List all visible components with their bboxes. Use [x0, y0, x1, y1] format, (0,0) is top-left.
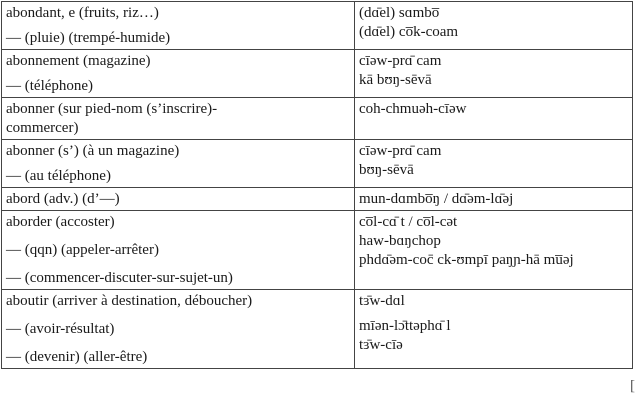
french-entry	[2, 211, 355, 290]
entry-line: abonnement (magazine)	[6, 53, 151, 69]
khmer-translation	[355, 188, 633, 211]
entry-line: abord (adv.) (d’—)	[6, 191, 120, 207]
entry-line: — (commencer-discuter-sur-sujet-un)	[6, 270, 233, 286]
entry-line: — (au téléphone)	[6, 168, 111, 184]
translation-line: tɜ̄w-dɑl	[359, 293, 405, 309]
translation-line: (dɑ̄el) co̅k-coam	[359, 24, 459, 40]
table-row	[2, 140, 633, 188]
french-entry	[2, 2, 355, 50]
entry-line: — (qqn) (appeler-arrêter)	[6, 242, 159, 258]
translation-line: cīəw-prɑ̄ cam	[359, 143, 442, 159]
translation-line: co̅l-cɑ̄ t / co̅l-cət	[359, 214, 458, 230]
entry-line: — (pluie) (trempé-humide)	[6, 30, 171, 46]
translation-line: tɜ̄w-cīə	[359, 337, 403, 353]
entry-line: aborder (accoster)	[6, 214, 115, 230]
translation-line: phdɑ̄əm-coc̄ ck-ʊmpī paŋɲ-hā mu̅əj	[359, 252, 574, 268]
entry-line: — (devenir) (aller-être)	[6, 349, 148, 365]
french-entry	[2, 188, 355, 211]
table-row	[2, 188, 633, 211]
khmer-translation	[355, 50, 633, 98]
translation-line: kā bʊŋ-sēvā	[359, 72, 432, 88]
khmer-translation	[355, 2, 633, 50]
edge-bracket-mark: [	[630, 378, 635, 394]
entry-line: — (téléphone)	[6, 78, 94, 94]
entry-line: abonner (s’) (à un magazine)	[6, 143, 180, 159]
translation-line: mīən-lɔ̄ttəphɑ̄ l	[359, 318, 451, 334]
table-row	[2, 2, 633, 50]
translation-line: cīəw-prɑ̄ cam	[359, 53, 442, 69]
french-entry	[2, 98, 355, 140]
entry-line: — (avoir-résultat)	[6, 321, 115, 337]
table-row	[2, 211, 633, 290]
french-entry	[2, 140, 355, 188]
entry-line: aboutir (arriver à destination, déboucher)	[6, 293, 253, 309]
translation-line: bʊŋ-sēvā	[359, 162, 414, 178]
khmer-translation	[355, 211, 633, 290]
table-row	[2, 98, 633, 140]
translation-line: mun-dɑmbo̅ŋ / dɑ̄əm-lɑ̄əj	[359, 191, 514, 207]
khmer-translation	[355, 140, 633, 188]
entry-line: abonner (sur pied-nom (s’inscrire)-	[6, 101, 218, 117]
entry-line: abondant, e (fruits, riz…)	[6, 5, 159, 21]
french-entry	[2, 50, 355, 98]
translation-line: (dɑ̄el) sɑmbo̅	[359, 5, 440, 21]
khmer-translation	[355, 98, 633, 140]
entry-line: commercer)	[6, 120, 79, 136]
dictionary-table	[1, 1, 633, 369]
table-row	[2, 50, 633, 98]
table-row	[2, 290, 633, 369]
french-entry	[2, 290, 355, 369]
translation-line: coh-chmuəh-cīəw	[359, 101, 467, 117]
khmer-translation	[355, 290, 633, 369]
translation-line: haw-bɑŋchop	[359, 233, 441, 249]
